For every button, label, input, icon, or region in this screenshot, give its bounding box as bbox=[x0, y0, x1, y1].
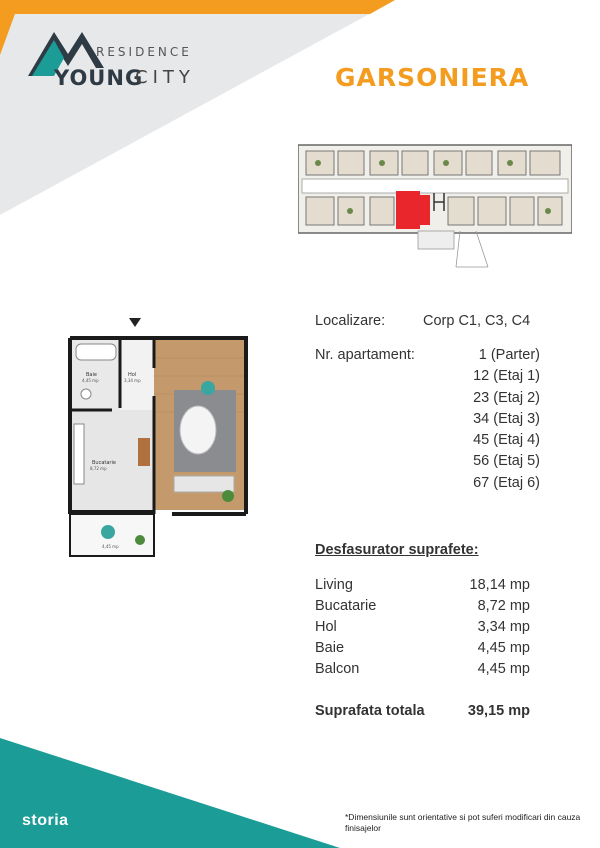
teal-footer-shape bbox=[0, 738, 340, 848]
orange-top-band bbox=[0, 0, 395, 14]
room-area: 8,72 mp bbox=[477, 598, 530, 614]
logo-city: CITY bbox=[135, 67, 195, 88]
plan-area-hol: 3,34 mp bbox=[124, 378, 141, 383]
plan-label-bucatarie: Bucatarie bbox=[92, 460, 116, 466]
surface-row bbox=[315, 619, 530, 640]
total-surface-value: 39,15 mp bbox=[467, 703, 530, 719]
surface-row bbox=[315, 661, 530, 682]
apartment-number: 56 (Etaj 5) bbox=[473, 453, 540, 470]
apartment-type-title: GARSONIERA bbox=[335, 63, 530, 92]
surfaces-heading: Desfasurator suprafete: bbox=[315, 542, 479, 558]
apartment-number: 67 (Etaj 6) bbox=[473, 474, 540, 491]
logo-young: YOUNG bbox=[54, 66, 144, 90]
highlighted-unit bbox=[396, 191, 420, 229]
room-area: 4,45 mp bbox=[477, 661, 530, 677]
apartment-floor-plan bbox=[62, 318, 252, 563]
plan-label-baie: Baie bbox=[86, 372, 97, 378]
surface-row bbox=[315, 598, 530, 619]
plan-area-baie: 4,45 mp bbox=[82, 378, 99, 383]
room-name: Living bbox=[315, 577, 353, 593]
room-area: 18,14 mp bbox=[469, 577, 530, 593]
total-surface-row bbox=[315, 703, 530, 719]
total-surface-label: Suprafata totala bbox=[315, 703, 425, 719]
room-area: 3,34 mp bbox=[477, 619, 530, 635]
disclaimer-note: *Dimensiunile sunt orientative si pot suferi modificari din cauza finisajelor bbox=[345, 812, 581, 833]
location-label: Localizare: bbox=[315, 313, 386, 329]
plan-label-hol: Hol bbox=[128, 372, 137, 378]
room-name: Bucatarie bbox=[315, 598, 377, 614]
surface-row bbox=[315, 577, 530, 598]
room-area: 4,45 mp bbox=[477, 640, 530, 656]
apartment-number-list bbox=[440, 345, 540, 494]
entrance-arrow-icon bbox=[129, 318, 141, 327]
apartment-number-label: Nr. apartament: bbox=[315, 347, 415, 363]
room-name: Hol bbox=[315, 619, 337, 635]
storia-watermark: storia bbox=[22, 812, 69, 829]
apartment-number: 34 (Etaj 3) bbox=[473, 410, 540, 427]
surface-row bbox=[315, 640, 530, 661]
building-key-plan bbox=[298, 135, 572, 270]
logo-residence: RESIDENCE bbox=[96, 45, 192, 59]
apartment-number: 12 (Etaj 1) bbox=[473, 368, 540, 385]
location-value: Corp C1, C3, C4 bbox=[423, 313, 531, 329]
plan-area-balcon: 4,45 mp bbox=[102, 544, 119, 549]
room-name: Balcon bbox=[315, 661, 360, 677]
apartment-number: 45 (Etaj 4) bbox=[473, 432, 540, 449]
room-name: Baie bbox=[315, 640, 345, 656]
apartment-number: 1 (Parter) bbox=[478, 347, 540, 363]
apartment-number: 23 (Etaj 2) bbox=[473, 389, 540, 406]
plan-area-bucatarie: 8,72 mp bbox=[90, 466, 107, 471]
